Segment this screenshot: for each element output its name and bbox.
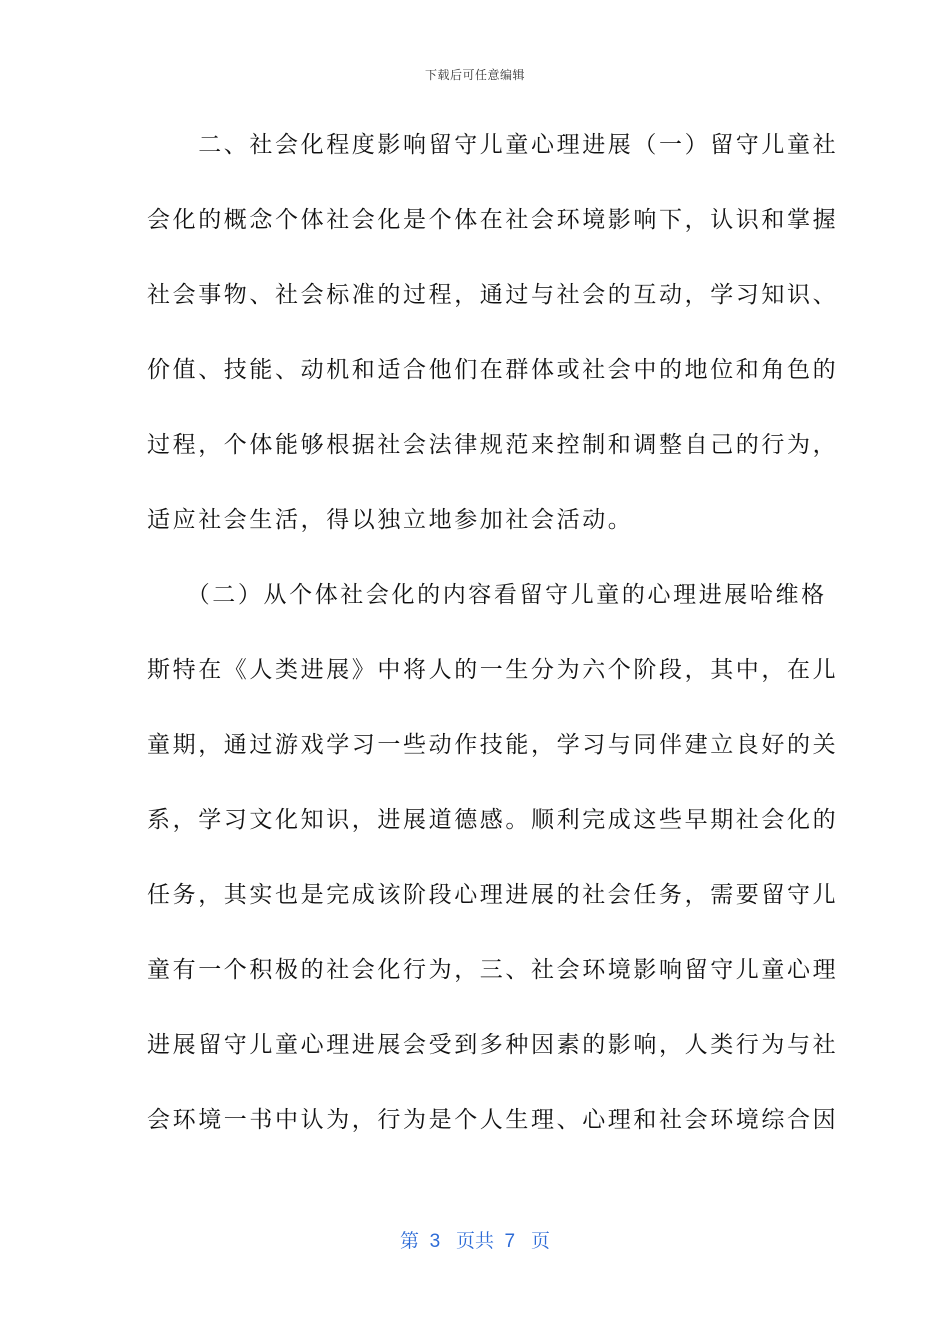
text-line: 适应社会生活，得以独立地参加社会活动。	[147, 507, 634, 533]
text-line: 童有一个积极的社会化行为，三、社会环境影响留守儿童心理	[147, 957, 839, 983]
text-line: 社会事物、社会标准的过程，通过与社会的互动，学习知识、	[147, 282, 839, 308]
page-number-footer: 第 3 页共 7 页	[400, 1231, 550, 1252]
text-line: 价值、技能、动机和适合他们在群体或社会中的地位和角色的	[147, 357, 839, 383]
text-line: 系，学习文化知识，进展道德感。顺利完成这些早期社会化的	[147, 807, 839, 833]
text-line: 童期，通过游戏学习一些动作技能，学习与同伴建立良好的关	[147, 732, 839, 758]
text-line: 会环境一书中认为，行为是个人生理、心理和社会环境综合因	[147, 1107, 839, 1133]
text-line: 任务，其实也是完成该阶段心理进展的社会任务，需要留守儿	[147, 882, 839, 908]
text-line: 斯特在《人类进展》中将人的一生分为六个阶段，其中，在儿	[147, 657, 839, 683]
text-line: 过程，个体能够根据社会法律规范来控制和调整自己的行为，	[147, 432, 839, 458]
text-line: 会化的概念个体社会化是个体在社会环境影响下，认识和掌握	[147, 207, 839, 233]
text-line: 进展留守儿童心理进展会受到多种因素的影响，人类行为与社	[147, 1032, 839, 1058]
text-line: 二、社会化程度影响留守儿童心理进展（一）留守儿童社	[147, 132, 839, 158]
page-header: 下载后可任意编辑	[424, 68, 525, 82]
text-line: （二）从个体社会化的内容看留守儿童的心理进展哈维格	[147, 582, 827, 608]
